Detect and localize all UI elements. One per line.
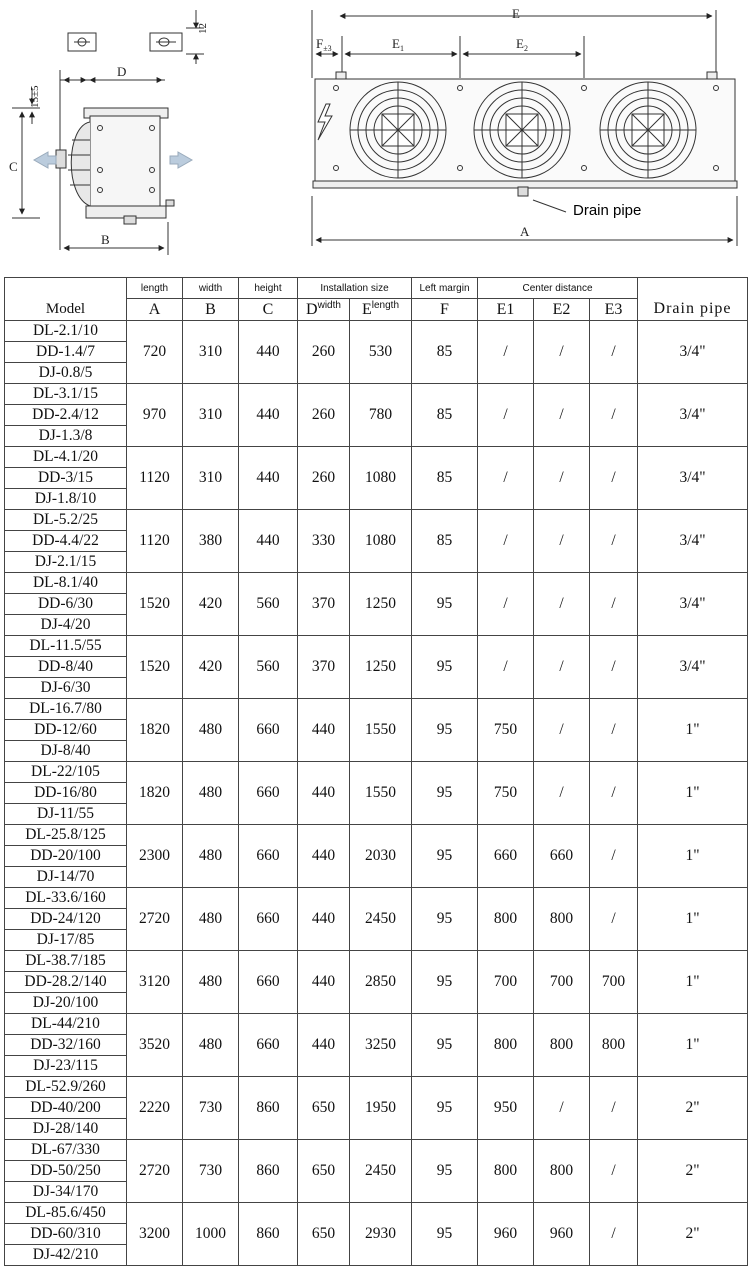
cell-e1: 800 (478, 888, 534, 951)
table-row (5, 1014, 748, 1035)
cell-e3: / (590, 384, 638, 447)
cell-drain: 1" (638, 951, 748, 1014)
cell-b: 730 (183, 1140, 239, 1203)
cell-a: 970 (127, 384, 183, 447)
cell-e3: / (590, 510, 638, 573)
table-row (5, 888, 748, 909)
model-cell: DD-4.4/22 (5, 531, 127, 552)
model-cell: DL-33.6/160 (5, 888, 127, 909)
model-cell: DD-50/250 (5, 1161, 127, 1182)
model-cell: DD-16/80 (5, 783, 127, 804)
cell-e: 1080 (350, 510, 412, 573)
cell-drain: 2" (638, 1203, 748, 1266)
header-f: F (412, 299, 478, 321)
dim-b-label: B (101, 232, 110, 247)
table-row (5, 321, 748, 342)
cell-e1: / (478, 384, 534, 447)
dim-f-label: $F_{\pm 3}$ (316, 36, 332, 53)
model-cell: DL-25.8/125 (5, 825, 127, 846)
cell-d: 440 (298, 699, 350, 762)
cell-e3: / (590, 636, 638, 699)
cell-c: 440 (239, 510, 298, 573)
fan-1 (350, 82, 446, 178)
cell-f: 95 (412, 825, 478, 888)
model-cell: DJ-8/40 (5, 741, 127, 762)
cell-e3: / (590, 573, 638, 636)
table-row (5, 951, 748, 972)
cell-drain: 3/4" (638, 447, 748, 510)
dim-e2-label: $E_2$ (516, 36, 528, 53)
cell-e1: 800 (478, 1140, 534, 1203)
model-cell: DD-1.4/7 (5, 342, 127, 363)
cell-f: 95 (412, 1014, 478, 1077)
cell-f: 95 (412, 1140, 478, 1203)
cell-c: 860 (239, 1203, 298, 1266)
model-cell: DL-44/210 (5, 1014, 127, 1035)
cell-e: 2450 (350, 1140, 412, 1203)
model-cell: DD-20/100 (5, 846, 127, 867)
model-cell: DD-40/200 (5, 1098, 127, 1119)
cell-c: 560 (239, 636, 298, 699)
model-cell: DJ-42/210 (5, 1245, 127, 1266)
table-row (5, 762, 748, 783)
cell-e: 530 (350, 321, 412, 384)
cell-d: 440 (298, 888, 350, 951)
model-cell: DJ-14/70 (5, 867, 127, 888)
cell-a: 3200 (127, 1203, 183, 1266)
cell-e3: / (590, 888, 638, 951)
cell-b: 480 (183, 1014, 239, 1077)
cell-f: 95 (412, 1203, 478, 1266)
cell-e3: / (590, 762, 638, 825)
cell-c: 440 (239, 447, 298, 510)
table-row (5, 825, 748, 846)
header-blank-2 (638, 278, 748, 299)
cell-e2: / (534, 1077, 590, 1140)
cell-b: 420 (183, 636, 239, 699)
header-e3: E3 (590, 299, 638, 321)
table-row (5, 1203, 748, 1224)
model-cell: DL-67/330 (5, 1140, 127, 1161)
cell-c: 660 (239, 888, 298, 951)
cell-e2: / (534, 762, 590, 825)
cell-drain: 1" (638, 888, 748, 951)
cell-d: 260 (298, 321, 350, 384)
model-cell: DL-16.7/80 (5, 699, 127, 720)
cell-b: 1000 (183, 1203, 239, 1266)
cell-d: 370 (298, 636, 350, 699)
model-cell: DJ-2.1/15 (5, 552, 127, 573)
model-cell: DD-3/15 (5, 468, 127, 489)
cell-drain: 2" (638, 1140, 748, 1203)
cell-e1: 750 (478, 762, 534, 825)
cell-drain: 1" (638, 1014, 748, 1077)
header-c: C (239, 299, 298, 321)
cell-e1: / (478, 510, 534, 573)
cell-e: 3250 (350, 1014, 412, 1077)
cell-a: 2300 (127, 825, 183, 888)
cell-e: 1250 (350, 573, 412, 636)
cell-c: 440 (239, 384, 298, 447)
cell-c: 660 (239, 1014, 298, 1077)
cell-c: 860 (239, 1140, 298, 1203)
cell-e2: 800 (534, 1014, 590, 1077)
model-cell: DL-4.1/20 (5, 447, 127, 468)
model-cell: DJ-23/115 (5, 1056, 127, 1077)
fan-2 (474, 82, 570, 178)
dim-hole-label: 12 (197, 23, 209, 34)
dim-c-label: C (9, 159, 18, 174)
cell-d: 650 (298, 1140, 350, 1203)
table-row (5, 573, 748, 594)
cell-e1: 700 (478, 951, 534, 1014)
model-cell: DD-28.2/140 (5, 972, 127, 993)
model-cell: DJ-34/170 (5, 1182, 127, 1203)
cell-f: 95 (412, 762, 478, 825)
spec-table-body (5, 321, 748, 1266)
model-cell: DJ-1.8/10 (5, 489, 127, 510)
cell-e2: 960 (534, 1203, 590, 1266)
cell-e2: / (534, 699, 590, 762)
cell-e: 780 (350, 384, 412, 447)
cell-e3: / (590, 699, 638, 762)
cell-a: 1120 (127, 447, 183, 510)
group-height: height (239, 278, 298, 299)
cell-c: 660 (239, 825, 298, 888)
cell-e1: 750 (478, 699, 534, 762)
cell-e3: / (590, 1077, 638, 1140)
cell-e2: 700 (534, 951, 590, 1014)
spec-table (4, 277, 748, 1266)
header-model: Model (5, 299, 127, 321)
cell-e: 1950 (350, 1077, 412, 1140)
header-d: $D^{width}$ (298, 299, 350, 321)
cell-b: 480 (183, 762, 239, 825)
cell-e3: / (590, 1203, 638, 1266)
model-cell: DD-6/30 (5, 594, 127, 615)
cell-c: 660 (239, 762, 298, 825)
dim-offset-label: 15±5 (29, 85, 41, 108)
header-drain: Drain pipe (638, 299, 748, 321)
header-e1: E1 (478, 299, 534, 321)
cell-f: 95 (412, 636, 478, 699)
cell-b: 480 (183, 699, 239, 762)
model-cell: DL-2.1/10 (5, 321, 127, 342)
cell-e1: / (478, 321, 534, 384)
fan-3 (600, 82, 696, 178)
cell-e: 2850 (350, 951, 412, 1014)
cell-e2: / (534, 510, 590, 573)
header-b: B (183, 299, 239, 321)
cell-b: 310 (183, 321, 239, 384)
model-cell: DL-5.2/25 (5, 510, 127, 531)
cell-e1: 660 (478, 825, 534, 888)
table-row (5, 1077, 748, 1098)
cell-drain: 1" (638, 699, 748, 762)
cell-b: 480 (183, 888, 239, 951)
cell-a: 1520 (127, 573, 183, 636)
cell-f: 85 (412, 384, 478, 447)
table-row (5, 447, 748, 468)
header-e2: E2 (534, 299, 590, 321)
model-cell: DJ-28/140 (5, 1119, 127, 1140)
cell-e: 1080 (350, 447, 412, 510)
cell-f: 95 (412, 1077, 478, 1140)
model-cell: DJ-11/55 (5, 804, 127, 825)
cell-f: 85 (412, 510, 478, 573)
cell-f: 85 (412, 447, 478, 510)
model-cell: DD-12/60 (5, 720, 127, 741)
model-cell: DL-38.7/185 (5, 951, 127, 972)
cell-b: 480 (183, 951, 239, 1014)
cell-a: 720 (127, 321, 183, 384)
table-row (5, 1140, 748, 1161)
group-left-margin: Left margin (412, 278, 478, 299)
model-cell: DL-22/105 (5, 762, 127, 783)
dim-e-label: E (512, 6, 520, 21)
model-cell: DJ-17/85 (5, 930, 127, 951)
cell-e1: 800 (478, 1014, 534, 1077)
cell-a: 1120 (127, 510, 183, 573)
cell-b: 420 (183, 573, 239, 636)
header-blank (5, 278, 127, 299)
model-cell: DD-32/160 (5, 1035, 127, 1056)
cell-a: 2720 (127, 888, 183, 951)
cell-e: 1550 (350, 699, 412, 762)
model-cell: DL-8.1/40 (5, 573, 127, 594)
table-row (5, 699, 748, 720)
cell-a: 1520 (127, 636, 183, 699)
cell-f: 85 (412, 321, 478, 384)
cell-drain: 1" (638, 825, 748, 888)
side-view (12, 10, 204, 255)
model-cell: DJ-4/20 (5, 615, 127, 636)
cell-f: 95 (412, 573, 478, 636)
cell-drain: 3/4" (638, 636, 748, 699)
model-cell: DD-8/40 (5, 657, 127, 678)
cell-d: 330 (298, 510, 350, 573)
cell-e3: / (590, 1140, 638, 1203)
cell-b: 310 (183, 384, 239, 447)
cell-b: 310 (183, 447, 239, 510)
technical-drawing (0, 0, 750, 270)
cell-a: 2720 (127, 1140, 183, 1203)
cell-drain: 3/4" (638, 384, 748, 447)
cell-e1: / (478, 573, 534, 636)
cell-e3: / (590, 447, 638, 510)
cell-e3: 700 (590, 951, 638, 1014)
cell-a: 3120 (127, 951, 183, 1014)
cell-c: 660 (239, 699, 298, 762)
cell-drain: 3/4" (638, 573, 748, 636)
cell-e2: / (534, 636, 590, 699)
model-cell: DL-3.1/15 (5, 384, 127, 405)
cell-e: 2450 (350, 888, 412, 951)
cell-e2: 800 (534, 888, 590, 951)
cell-c: 560 (239, 573, 298, 636)
cell-drain: 1" (638, 762, 748, 825)
cell-f: 95 (412, 951, 478, 1014)
group-width: width (183, 278, 239, 299)
group-installation: Installation size (298, 278, 412, 299)
model-cell: DD-2.4/12 (5, 405, 127, 426)
group-length: length (127, 278, 183, 299)
cell-f: 95 (412, 888, 478, 951)
cell-e2: / (534, 321, 590, 384)
cell-a: 1820 (127, 762, 183, 825)
table-row (5, 636, 748, 657)
cell-a: 2220 (127, 1077, 183, 1140)
drain-pipe-label: Drain pipe (573, 202, 642, 219)
model-cell: DD-60/310 (5, 1224, 127, 1245)
cell-f: 95 (412, 699, 478, 762)
cell-d: 650 (298, 1203, 350, 1266)
cell-e1: / (478, 636, 534, 699)
table-row (5, 384, 748, 405)
cell-b: 730 (183, 1077, 239, 1140)
cell-drain: 3/4" (638, 321, 748, 384)
header-a: A (127, 299, 183, 321)
cell-d: 440 (298, 825, 350, 888)
cell-e2: / (534, 573, 590, 636)
cell-d: 440 (298, 762, 350, 825)
cell-a: 3520 (127, 1014, 183, 1077)
cell-b: 380 (183, 510, 239, 573)
cell-e3: / (590, 321, 638, 384)
cell-d: 370 (298, 573, 350, 636)
cell-c: 660 (239, 951, 298, 1014)
cell-c: 860 (239, 1077, 298, 1140)
cell-c: 440 (239, 321, 298, 384)
cell-a: 1820 (127, 699, 183, 762)
table-row (5, 510, 748, 531)
cell-d: 260 (298, 384, 350, 447)
dim-a-label: A (520, 224, 530, 239)
dim-e1-label: $E_1$ (392, 36, 404, 53)
cell-drain: 3/4" (638, 510, 748, 573)
cell-drain: 2" (638, 1077, 748, 1140)
cell-e: 1550 (350, 762, 412, 825)
cell-b: 480 (183, 825, 239, 888)
group-center-distance: Center distance (478, 278, 638, 299)
cell-e: 2930 (350, 1203, 412, 1266)
model-cell: DL-85.6/450 (5, 1203, 127, 1224)
header-e: $E^{length}$ (350, 299, 412, 321)
dim-d-label: D (117, 64, 127, 79)
cell-d: 260 (298, 447, 350, 510)
cell-e3: 800 (590, 1014, 638, 1077)
cell-e: 1250 (350, 636, 412, 699)
cell-e2: / (534, 384, 590, 447)
cell-e3: / (590, 825, 638, 888)
cell-e2: / (534, 447, 590, 510)
model-cell: DJ-20/100 (5, 993, 127, 1014)
cell-d: 650 (298, 1077, 350, 1140)
cell-d: 440 (298, 951, 350, 1014)
cell-e1: 960 (478, 1203, 534, 1266)
cell-e2: 800 (534, 1140, 590, 1203)
cell-d: 440 (298, 1014, 350, 1077)
cell-e1: / (478, 447, 534, 510)
cell-e1: 950 (478, 1077, 534, 1140)
model-cell: DJ-6/30 (5, 678, 127, 699)
model-cell: DL-52.9/260 (5, 1077, 127, 1098)
cell-e: 2030 (350, 825, 412, 888)
cell-e2: 660 (534, 825, 590, 888)
model-cell: DD-24/120 (5, 909, 127, 930)
model-cell: DJ-1.3/8 (5, 426, 127, 447)
model-cell: DL-11.5/55 (5, 636, 127, 657)
model-cell: DJ-0.8/5 (5, 363, 127, 384)
